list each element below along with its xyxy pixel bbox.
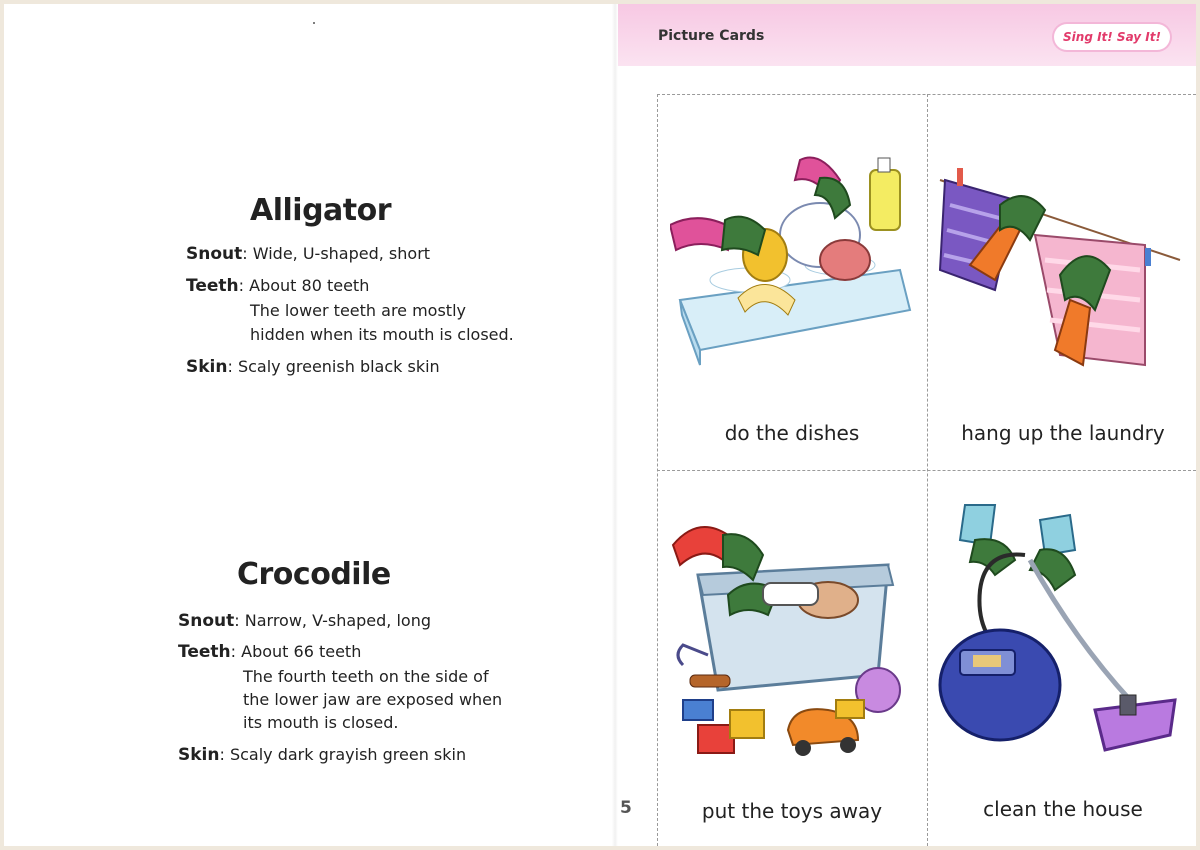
card-caption-clean-the-house: clean the house: [983, 797, 1143, 821]
card-caption-hang-up-the-laundry: hang up the laundry: [961, 421, 1165, 445]
alligator-snout: [186, 244, 430, 264]
alligator-skin-value: : Scaly greenish black skin: [227, 357, 440, 376]
alligator-heading: Alligator: [250, 193, 392, 228]
crocodile-teeth-value: : About 66 teeth: [230, 642, 362, 661]
alligator-teeth-note-1: The lower teeth are mostly: [250, 301, 466, 320]
crocodile-teeth-note-2: the lower jaw are exposed when: [243, 690, 503, 709]
crocodile-teeth: [178, 642, 361, 662]
crocodile-teeth-note-1: The fourth teeth on the side of: [243, 667, 489, 686]
laundry-icon: [935, 150, 1185, 380]
alligator-skin: [186, 357, 440, 377]
crocodile-teeth-note-3: its mouth is closed.: [243, 713, 399, 732]
alligator-teeth-note-2: hidden when its mouth is closed.: [250, 325, 514, 344]
alligator-teeth-label: Teeth: [186, 276, 239, 296]
card-caption-do-the-dishes: do the dishes: [724, 421, 860, 445]
crocodile-snout-label: Snout: [178, 611, 235, 631]
crocodile-snout: [178, 611, 431, 631]
page-gutter: [612, 4, 618, 846]
crocodile-skin: [178, 745, 466, 765]
vacuum-cleaner-icon: [935, 500, 1185, 775]
alligator-skin-label: Skin: [186, 357, 228, 377]
page-speck: [313, 22, 315, 24]
toy-box-icon: [668, 505, 918, 775]
crocodile-heading: Crocodile: [237, 557, 391, 592]
alligator-snout-value: : Wide, U-shaped, short: [242, 244, 431, 263]
dish-washing-icon: [670, 150, 920, 380]
card-grid-left-border: [657, 94, 658, 846]
crocodile-teeth-label: Teeth: [178, 642, 231, 662]
card-caption-put-the-toys-away: put the toys away: [701, 799, 883, 823]
sing-it-say-it-logo: Sing It! Say It!: [1054, 24, 1170, 50]
crocodile-skin-value: : Scaly dark grayish green skin: [219, 745, 467, 764]
alligator-snout-label: Snout: [186, 244, 243, 264]
picture-cards-title: Picture Cards: [658, 28, 765, 44]
crocodile-skin-label: Skin: [178, 745, 220, 765]
card-grid-center-divider: [927, 94, 928, 846]
alligator-teeth: [186, 276, 369, 296]
crocodile-snout-value: : Narrow, V-shaped, long: [234, 611, 432, 630]
page-number: 5: [620, 798, 632, 818]
alligator-teeth-value: : About 80 teeth: [238, 276, 370, 295]
